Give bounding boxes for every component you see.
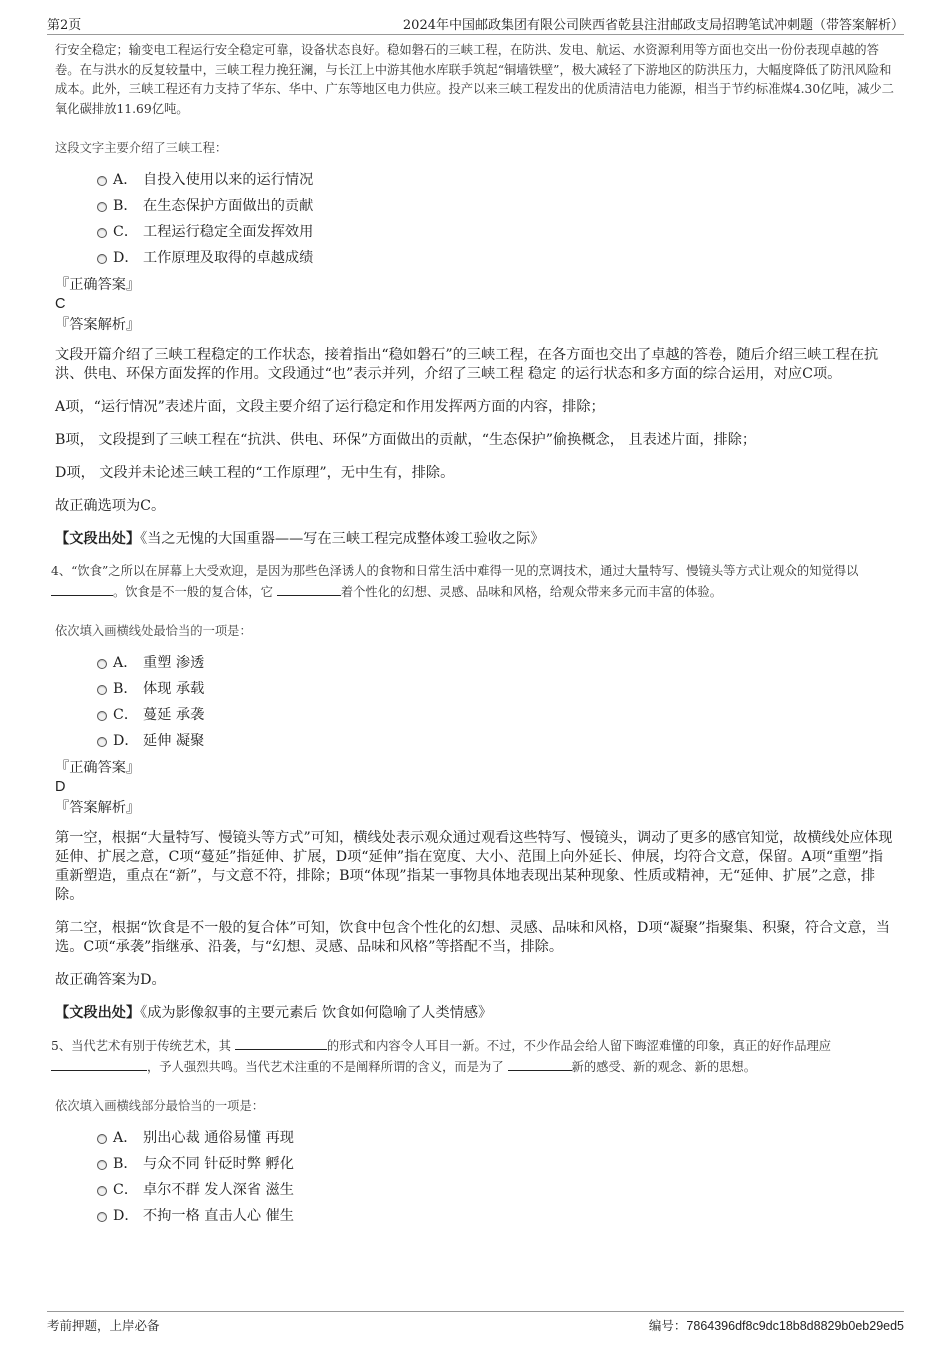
source-label: 【文段出处】 — [55, 1005, 141, 1021]
radio-icon[interactable] — [97, 685, 107, 695]
radio-icon[interactable] — [97, 737, 107, 747]
q3-passage-text: 行安全稳定；输变电工程运行安全稳定可靠，设备状态良好。稳如磐石的三峡工程，在防洪、发电、航运、水资源利用等方面也交出一份份表现卓越的答卷。在与洪水的反复较量中，三峡工程力挽狂澜，与长江上中游其他水库联手筑起“铜墙铁壁”，极大减轻了下游地区的防洪压力，大幅度降低了防汛风险和成本。此外，三峡工程还有力支持了华东、华中、广东等地区电力供应。投产以来三峡工程发出的优质清洁电力能源，相当于节约标准煤4.30亿吨，减少二氧化碳排放11.69亿吨。 — [55, 43, 894, 116]
footer-slogan: 考前押题，上岸必备 — [47, 1318, 160, 1333]
q4-option-a[interactable]: A． 重塑 渗透 — [93, 650, 895, 676]
radio-icon[interactable] — [97, 711, 107, 721]
q5-stem: 5、当代艺术有别于传统艺术，其 的形式和内容令人耳目一新。不过，不少作品会给人留下晦涩难懂的印象，真正的好作品理应 ，予人强烈共鸣。当代艺术注重的不是阐释所谓的含义，而是为了 新的感受、新的观念、新的思想。 — [51, 1036, 895, 1077]
blank-line — [51, 582, 113, 596]
q4-analysis-label: 『答案解析』 — [55, 800, 141, 816]
document-title: 2024年中国邮政集团有限公司陕西省乾县注泔邮政支局招聘笔试冲刺题（带答案解析） — [402, 18, 904, 33]
q3-option-c[interactable]: C． 工程运行稳定全面发挥效用 — [93, 219, 895, 245]
q3-answer-label: 『正确答案』 — [55, 277, 141, 293]
q3-analysis-para: A项，“运行情况”表述片面，文段主要介绍了运行稳定和作用发挥两方面的内容，排除； — [55, 399, 605, 415]
code-label: 编号： — [648, 1318, 687, 1333]
footer-code — [649, 1316, 904, 1334]
q4-stem: 4、“饮食”之所以在屏幕上大受欢迎，是因为那些色泽诱人的食物和日常生活中难得一见的烹调技术，通过大量特写、慢镜头等方式让观众的知觉得以 。饮食是不一般的复合体，它 着个性化的幻想、灵感、品味和风格，给观众带来多元而丰富的体验。 — [51, 564, 859, 599]
q3-options — [55, 167, 895, 271]
radio-icon[interactable] — [97, 1212, 107, 1222]
page-footer — [47, 1311, 904, 1334]
q3-answer: C — [55, 296, 66, 312]
radio-icon[interactable] — [97, 202, 107, 212]
q4-answer-label: 『正确答案』 — [55, 760, 141, 776]
q5-options — [55, 1125, 895, 1229]
q3-option-a[interactable]: A． 自投入使用以来的运行情况 — [93, 167, 895, 193]
q3-prompt: 这段文字主要介绍了三峡工程： — [55, 141, 228, 155]
q3-analysis-para: 文段开篇介绍了三峡工程稳定的工作状态，接着指出“稳如磐石”的三峡工程，在各方面也交出了卓越的答卷，随后介绍三峡工程在抗洪、供电、环保方面发挥的作用。文段通过“也”表示并列，介绍了三峡工程 稳定 的运行状态和多方面的综合运用，对应C项。 — [55, 347, 879, 382]
main-content — [51, 40, 895, 1229]
blank-line — [51, 1057, 147, 1071]
q5-option-d[interactable]: D． 不拘一格 直击人心 催生 — [93, 1203, 895, 1229]
source-label: 【文段出处】 — [55, 531, 141, 547]
q4-analysis — [55, 829, 895, 990]
q4-prompt: 依次填入画横线处最恰当的一项是： — [55, 624, 252, 638]
q3-option-d[interactable]: D． 工作原理及取得的卓越成绩 — [93, 245, 895, 271]
q4-analysis-para: 第二空，根据“饮食是不一般的复合体”可知，饮食中包含个性化的幻想、灵感、品味和风格，D项“凝聚”指聚集、积聚，符合文意，当选。C项“承袭”指继承、沿袭，与“幻想、灵感、品味和风格”等搭配不当，排除。 — [55, 920, 890, 955]
q4-options — [55, 650, 895, 754]
source-text: 《当之无愧的大国重器——写在三峡工程完成整体竣工验收之际》 — [140, 531, 545, 547]
q5-option-b[interactable]: B． 与众不同 针砭时弊 孵化 — [93, 1151, 895, 1177]
source-text: 《成为影像叙事的主要元素后 饮食如何隐喻了人类情感》 — [140, 1005, 493, 1021]
q5-option-c[interactable]: C． 卓尔不群 发人深省 滋生 — [93, 1177, 895, 1203]
radio-icon[interactable] — [97, 254, 107, 264]
q3-option-b[interactable]: B． 在生态保护方面做出的贡献 — [93, 193, 895, 219]
page-header — [47, 12, 904, 35]
q4-option-d[interactable]: D． 延伸 凝聚 — [93, 728, 895, 754]
blank-line — [235, 1036, 327, 1050]
q3-analysis-label: 『答案解析』 — [55, 317, 141, 333]
code-value: 7864396df8c9dc18b8d8829b0eb29ed5 — [686, 1319, 904, 1333]
q4-analysis-para: 第一空，根据“大量特写、慢镜头等方式”可知，横线处表示观众通过观看这些特写、慢镜头，调动了更多的感官知觉，故横线处应体现延伸、扩展之意，C项“蔓延”指延伸、扩展，D项“延伸”指在宽度、大小、范围上向外延长、伸展，均符合文意，保留。A项“重塑”指重新塑造，重点在“新”，与文意不符，排除；B项“体现”指某一事物具体地表现出某种现象、性质或精神，无“延伸、扩展”之意，排除。 — [55, 830, 893, 903]
q3-analysis-para: 故正确选项为C。 — [55, 498, 166, 514]
radio-icon[interactable] — [97, 1160, 107, 1170]
q3-analysis — [55, 346, 895, 516]
q5-prompt: 依次填入画横线部分最恰当的一项是： — [55, 1099, 265, 1113]
q3-analysis-para: B项， 文段提到了三峡工程在“抗洪、供电、环保”方面做出的贡献，“生态保护”偷换概念， 且表述片面，排除； — [55, 432, 757, 448]
blank-line — [508, 1057, 572, 1071]
radio-icon[interactable] — [97, 228, 107, 238]
page-number: 第2页 — [47, 18, 82, 33]
q3-passage — [55, 41, 895, 119]
q4-answer: D — [55, 779, 66, 795]
radio-icon[interactable] — [97, 1186, 107, 1196]
q4-option-b[interactable]: B． 体现 承载 — [93, 676, 895, 702]
q4-analysis-para: 故正确答案为D。 — [55, 972, 166, 988]
blank-line — [277, 582, 341, 596]
q3-analysis-para: D项， 文段并未论述三峡工程的“工作原理”，无中生有，排除。 — [55, 465, 455, 481]
q4-source — [55, 1004, 895, 1023]
radio-icon[interactable] — [97, 659, 107, 669]
q5-option-a[interactable]: A． 别出心裁 通俗易懂 再现 — [93, 1125, 895, 1151]
radio-icon[interactable] — [97, 176, 107, 186]
q3-source — [55, 530, 895, 549]
q4-option-c[interactable]: C． 蔓延 承袭 — [93, 702, 895, 728]
radio-icon[interactable] — [97, 1134, 107, 1144]
